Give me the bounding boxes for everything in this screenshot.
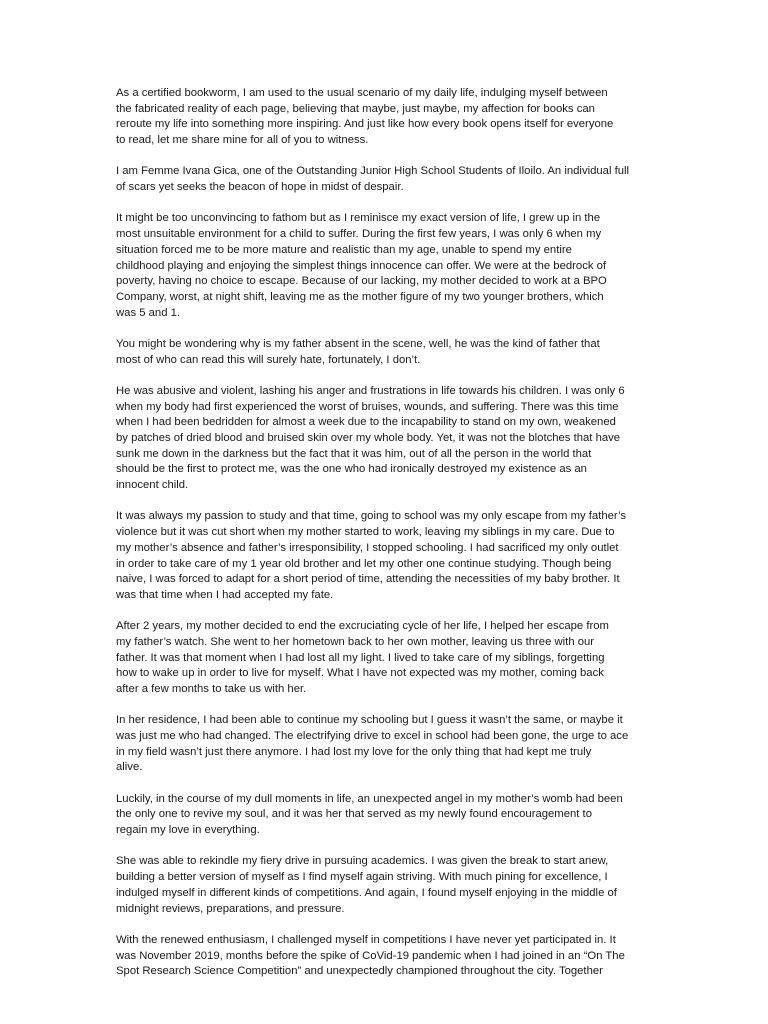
text-line: poverty, having no choice to escape. Because of our lacking, my mother decided to work at a BPO (116, 275, 607, 288)
text-line: to read, let me share mine for all of you to witness. (116, 134, 369, 147)
paragraph (116, 164, 656, 195)
text-line: alive. (116, 761, 143, 774)
text-line: childhood playing and enjoying the simplest things innocence can offer. We were at the bedrock of (116, 259, 607, 272)
text-line: It was always my passion to study and that time, going to school was my only escape from my father’s (116, 510, 627, 523)
paragraph (116, 713, 656, 776)
text-line: when my body had first experienced the worst of bruises, wounds, and suffering. There was this time (116, 400, 619, 413)
text-line: by patches of dried blood and bruised skin over my whole body. Yet, it was not the blotches that have (116, 432, 621, 445)
text-line: of scars yet seeks the beacon of hope in midst of despair. (116, 181, 404, 194)
text-line: sunk me down in the darkness but the fact that it was him, out of all the person in the world that (116, 447, 592, 460)
text-line: was just me who had changed. The electrifying drive to excel in school had been gone, the urge to ace (116, 730, 629, 743)
text-line: most of who can read this will surely hate, fortunately, I don’t. (116, 353, 421, 366)
text-line: midnight reviews, preparations, and pressure. (116, 902, 345, 915)
text-line: the fabricated reality of each page, believing that maybe, just maybe, my affection for books can (116, 102, 595, 115)
paragraph (116, 86, 656, 149)
text-line: She was able to rekindle my fiery drive in pursuing academics. I was given the break to start anew, (116, 855, 609, 868)
text-line: He was abusive and violent, lashing his anger and frustrations in life towards his children. I was only 6 (116, 384, 625, 397)
paragraph (116, 211, 656, 321)
text-line: my mother’s absence and father’s irresponsibility, I stopped schooling. I had sacrificed my only outlet (116, 541, 619, 554)
paragraph (116, 854, 656, 917)
text-line: father. It was that moment when I had lost all my light. I lived to take care of my siblings, forgetting (116, 651, 605, 664)
text-line: in order to take care of my 1 year old brother and let my other one continue studying. Though being (116, 557, 612, 570)
text-line: violence but it was cut short when my mother started to work, leaving my siblings in my care. Due to (116, 526, 615, 539)
paragraph (116, 619, 656, 698)
text-line: after a few months to take us with her. (116, 683, 307, 696)
text-line: indulged myself in different kinds of competitions. And again, I found myself enjoying in the middle of (116, 886, 617, 899)
text-line: naive, I was forced to adapt for a short period of time, attending the necessities of my baby brother. It (116, 573, 620, 586)
paragraph (116, 933, 656, 980)
text-line: In her residence, I had been able to continue my schooling but I guess it wasn’t the same, or maybe it (116, 714, 623, 727)
text-line: regain my love in everything. (116, 824, 260, 837)
text-line: was 5 and 1. (116, 306, 181, 319)
text-line: I am Femme Ivana Gica, one of the Outstanding Junior High School Students of Iloilo. An individual full (116, 165, 630, 178)
text-line: It might be too unconvincing to fathom but as I reminisce my exact version of life, I grew up in the (116, 212, 601, 225)
text-line: After 2 years, my mother decided to end the excruciating cycle of her life, I helped her escape from (116, 620, 609, 633)
text-line: Spot Research Science Competition” and unexpectedly championed throughout the city. Together (116, 965, 603, 978)
document-body (116, 86, 656, 996)
text-line: As a certified bookworm, I am used to the usual scenario of my daily life, indulging myself between (116, 87, 608, 99)
paragraph (116, 509, 656, 603)
text-line: the only one to revive my soul, and it was her that served as my newly found encouragement to (116, 808, 592, 821)
text-line: Company, worst, at night shift, leaving me as the mother figure of my two younger brothers, which (116, 290, 604, 303)
text-line: how to wake up in order to live for myself. What I have not expected was my mother, coming back (116, 667, 604, 680)
paragraph (116, 384, 656, 494)
text-line: most unsuitable environment for a child to suffer. During the first few years, I was only 6 when my (116, 228, 602, 241)
paragraph (116, 337, 656, 368)
text-line: was that time when I had accepted my fate. (116, 588, 334, 601)
text-line: innocent child. (116, 479, 189, 492)
paragraph (116, 792, 656, 839)
text-line: was November 2019, months before the spike of CoVid-19 pandemic when I had joined in an “On The (116, 949, 625, 962)
text-line: when I had been bedridden for almost a week due to the incapability to stand on my own, weakened (116, 416, 616, 429)
text-line: my father’s watch. She went to her hometown back to her own mother, leaving us three with our (116, 635, 595, 648)
text-line: in my field wasn’t just there anymore. I had lost my love for the only thing that had kept me truly (116, 745, 592, 758)
text-line: building a better version of myself as I find myself again striving. With much pining for excellence, I (116, 871, 608, 884)
text-line: Luckily, in the course of my dull moments in life, an unexpected angel in my mother’s womb had been (116, 792, 623, 805)
text-line: With the renewed enthusiasm, I challenged myself in competitions I have never yet participated in. It (116, 933, 616, 946)
text-line: reroute my life into something more inspiring. And just like how every book opens itself for everyone (116, 118, 614, 131)
text-line: situation forced me to be more mature and realistic than my age, unable to spend my entire (116, 243, 572, 256)
text-line: You might be wondering why is my father absent in the scene, well, he was the kind of father that (116, 337, 600, 350)
text-line: should be the first to protect me, was the one who had ironically destroyed my existence as an (116, 463, 587, 476)
